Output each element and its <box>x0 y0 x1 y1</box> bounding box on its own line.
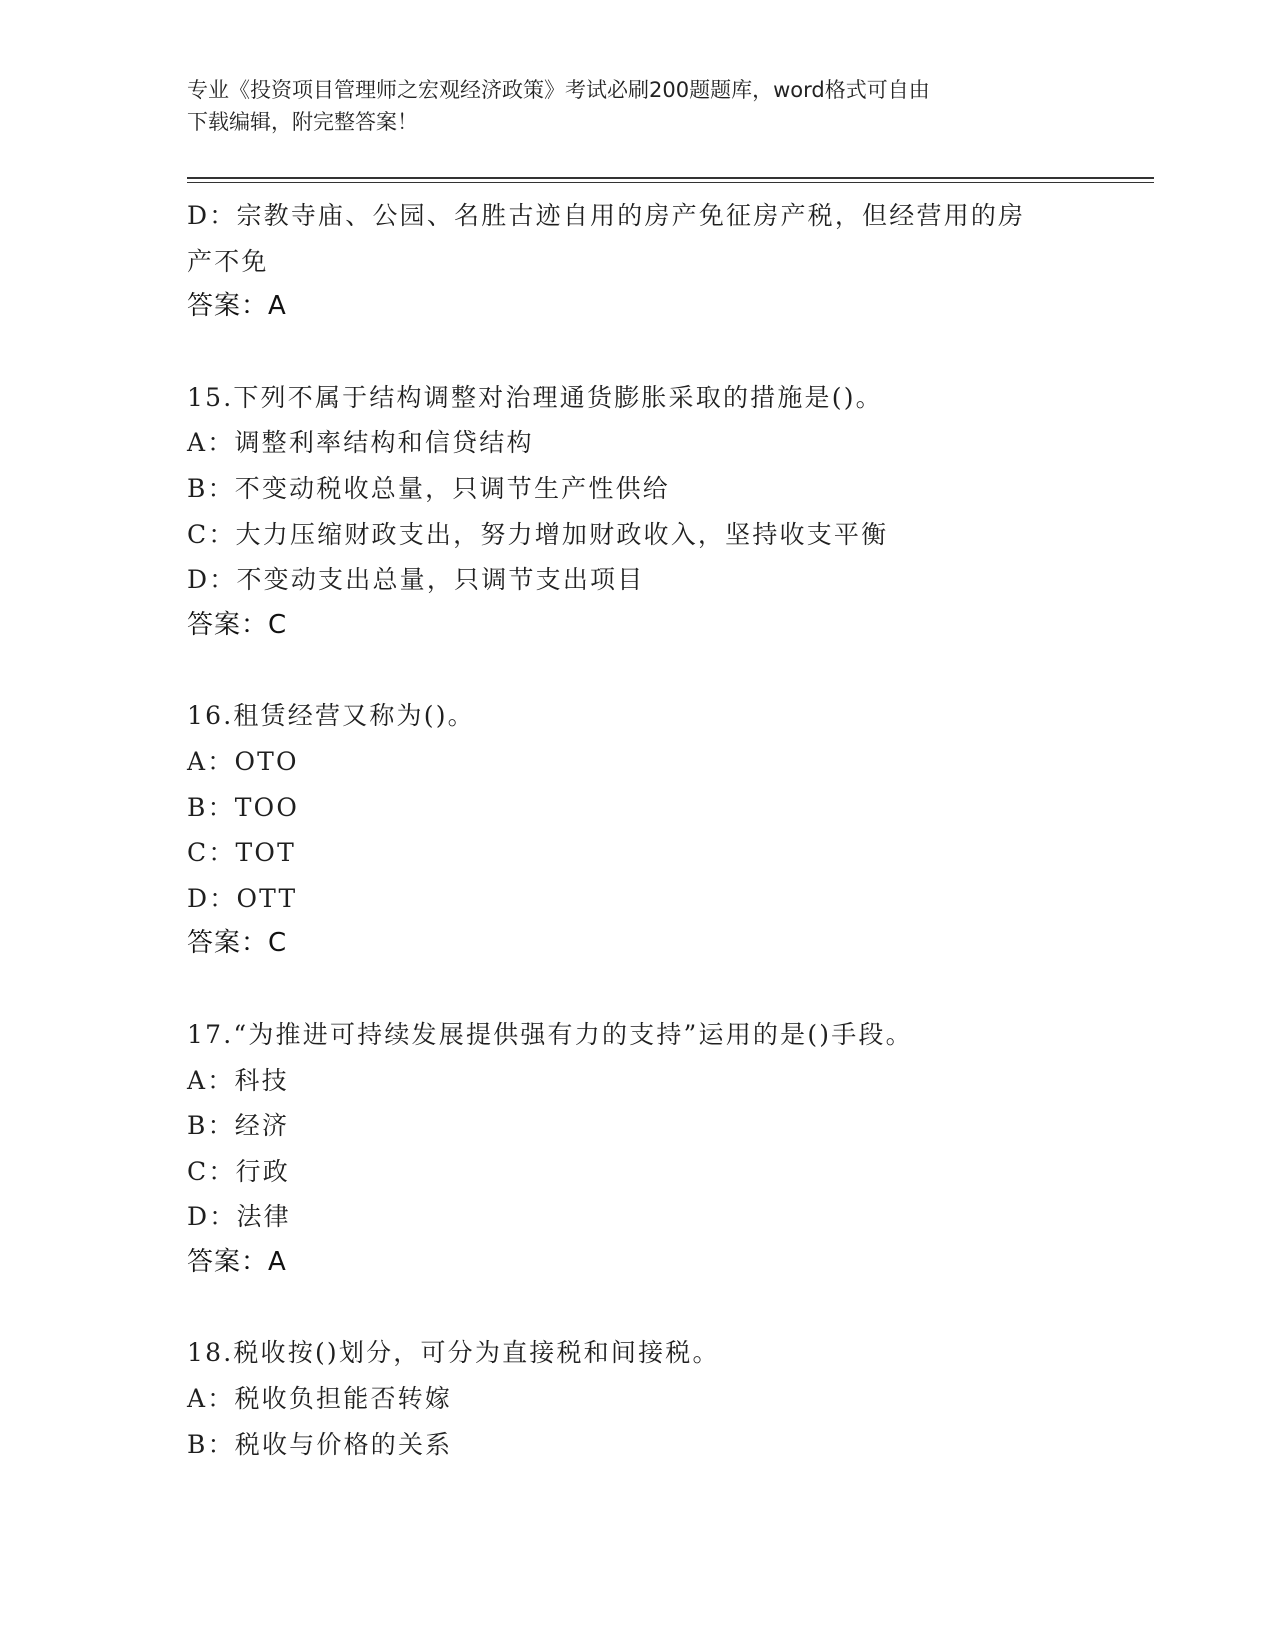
header-rule-thin <box>187 182 1154 183</box>
option-a: A：科技 <box>187 1065 289 1095</box>
option-b: B：不变动税收总量，只调节生产性供给 <box>187 473 670 503</box>
header-line-2: 下载编辑，附完整答案！ <box>187 110 418 134</box>
question-18 <box>187 1330 1147 1467</box>
option-a: A：调整利率结构和信贷结构 <box>187 428 534 458</box>
question-17 <box>187 1012 1147 1286</box>
question-content <box>187 193 1147 1467</box>
option-d: D：OTT <box>187 883 298 913</box>
answer-line: 答案：C <box>187 609 288 640</box>
question-stem: 17.“为推进可持续发展提供强有力的支持”运用的是()手段。 <box>187 1019 913 1049</box>
header-line-1: 专业《投资项目管理师之宏观经济政策》考试必刷200题题库，word格式可自由 <box>187 78 930 102</box>
option-d: D：不变动支出总量，只调节支出项目 <box>187 565 645 595</box>
option-a: A：税收负担能否转嫁 <box>187 1384 453 1414</box>
option-line: D：宗教寺庙、公园、名胜古迹自用的房产免征房产税，但经营用的房 <box>187 201 1026 230</box>
question-stem: 16.租赁经营又称为()。 <box>187 701 475 731</box>
option-a: A：OTO <box>187 746 299 776</box>
option-c: C：TOT <box>187 838 296 868</box>
option-c: C：行政 <box>187 1156 290 1186</box>
carryover-question <box>187 193 1147 330</box>
document-header <box>187 74 1087 138</box>
question-stem: 18.税收按()划分，可分为直接税和间接税。 <box>187 1338 720 1368</box>
question-15 <box>187 375 1147 649</box>
question-stem: 15.下列不属于结构调整对治理通货膨胀采取的措施是()。 <box>187 382 883 412</box>
answer-line: 答案：A <box>187 1246 287 1277</box>
header-rule-thick <box>187 177 1154 179</box>
option-d: D：法律 <box>187 1202 291 1232</box>
option-b: B：TOO <box>187 792 300 822</box>
question-16 <box>187 693 1147 967</box>
option-b: B：税收与价格的关系 <box>187 1429 453 1459</box>
answer-line: 答案：C <box>187 928 288 959</box>
option-line: 产不免 <box>187 246 269 276</box>
option-b: B：经济 <box>187 1111 290 1141</box>
option-c: C：大力压缩财政支出，努力增加财政收入，坚持收支平衡 <box>187 519 889 549</box>
answer-line: 答案：A <box>187 291 287 322</box>
